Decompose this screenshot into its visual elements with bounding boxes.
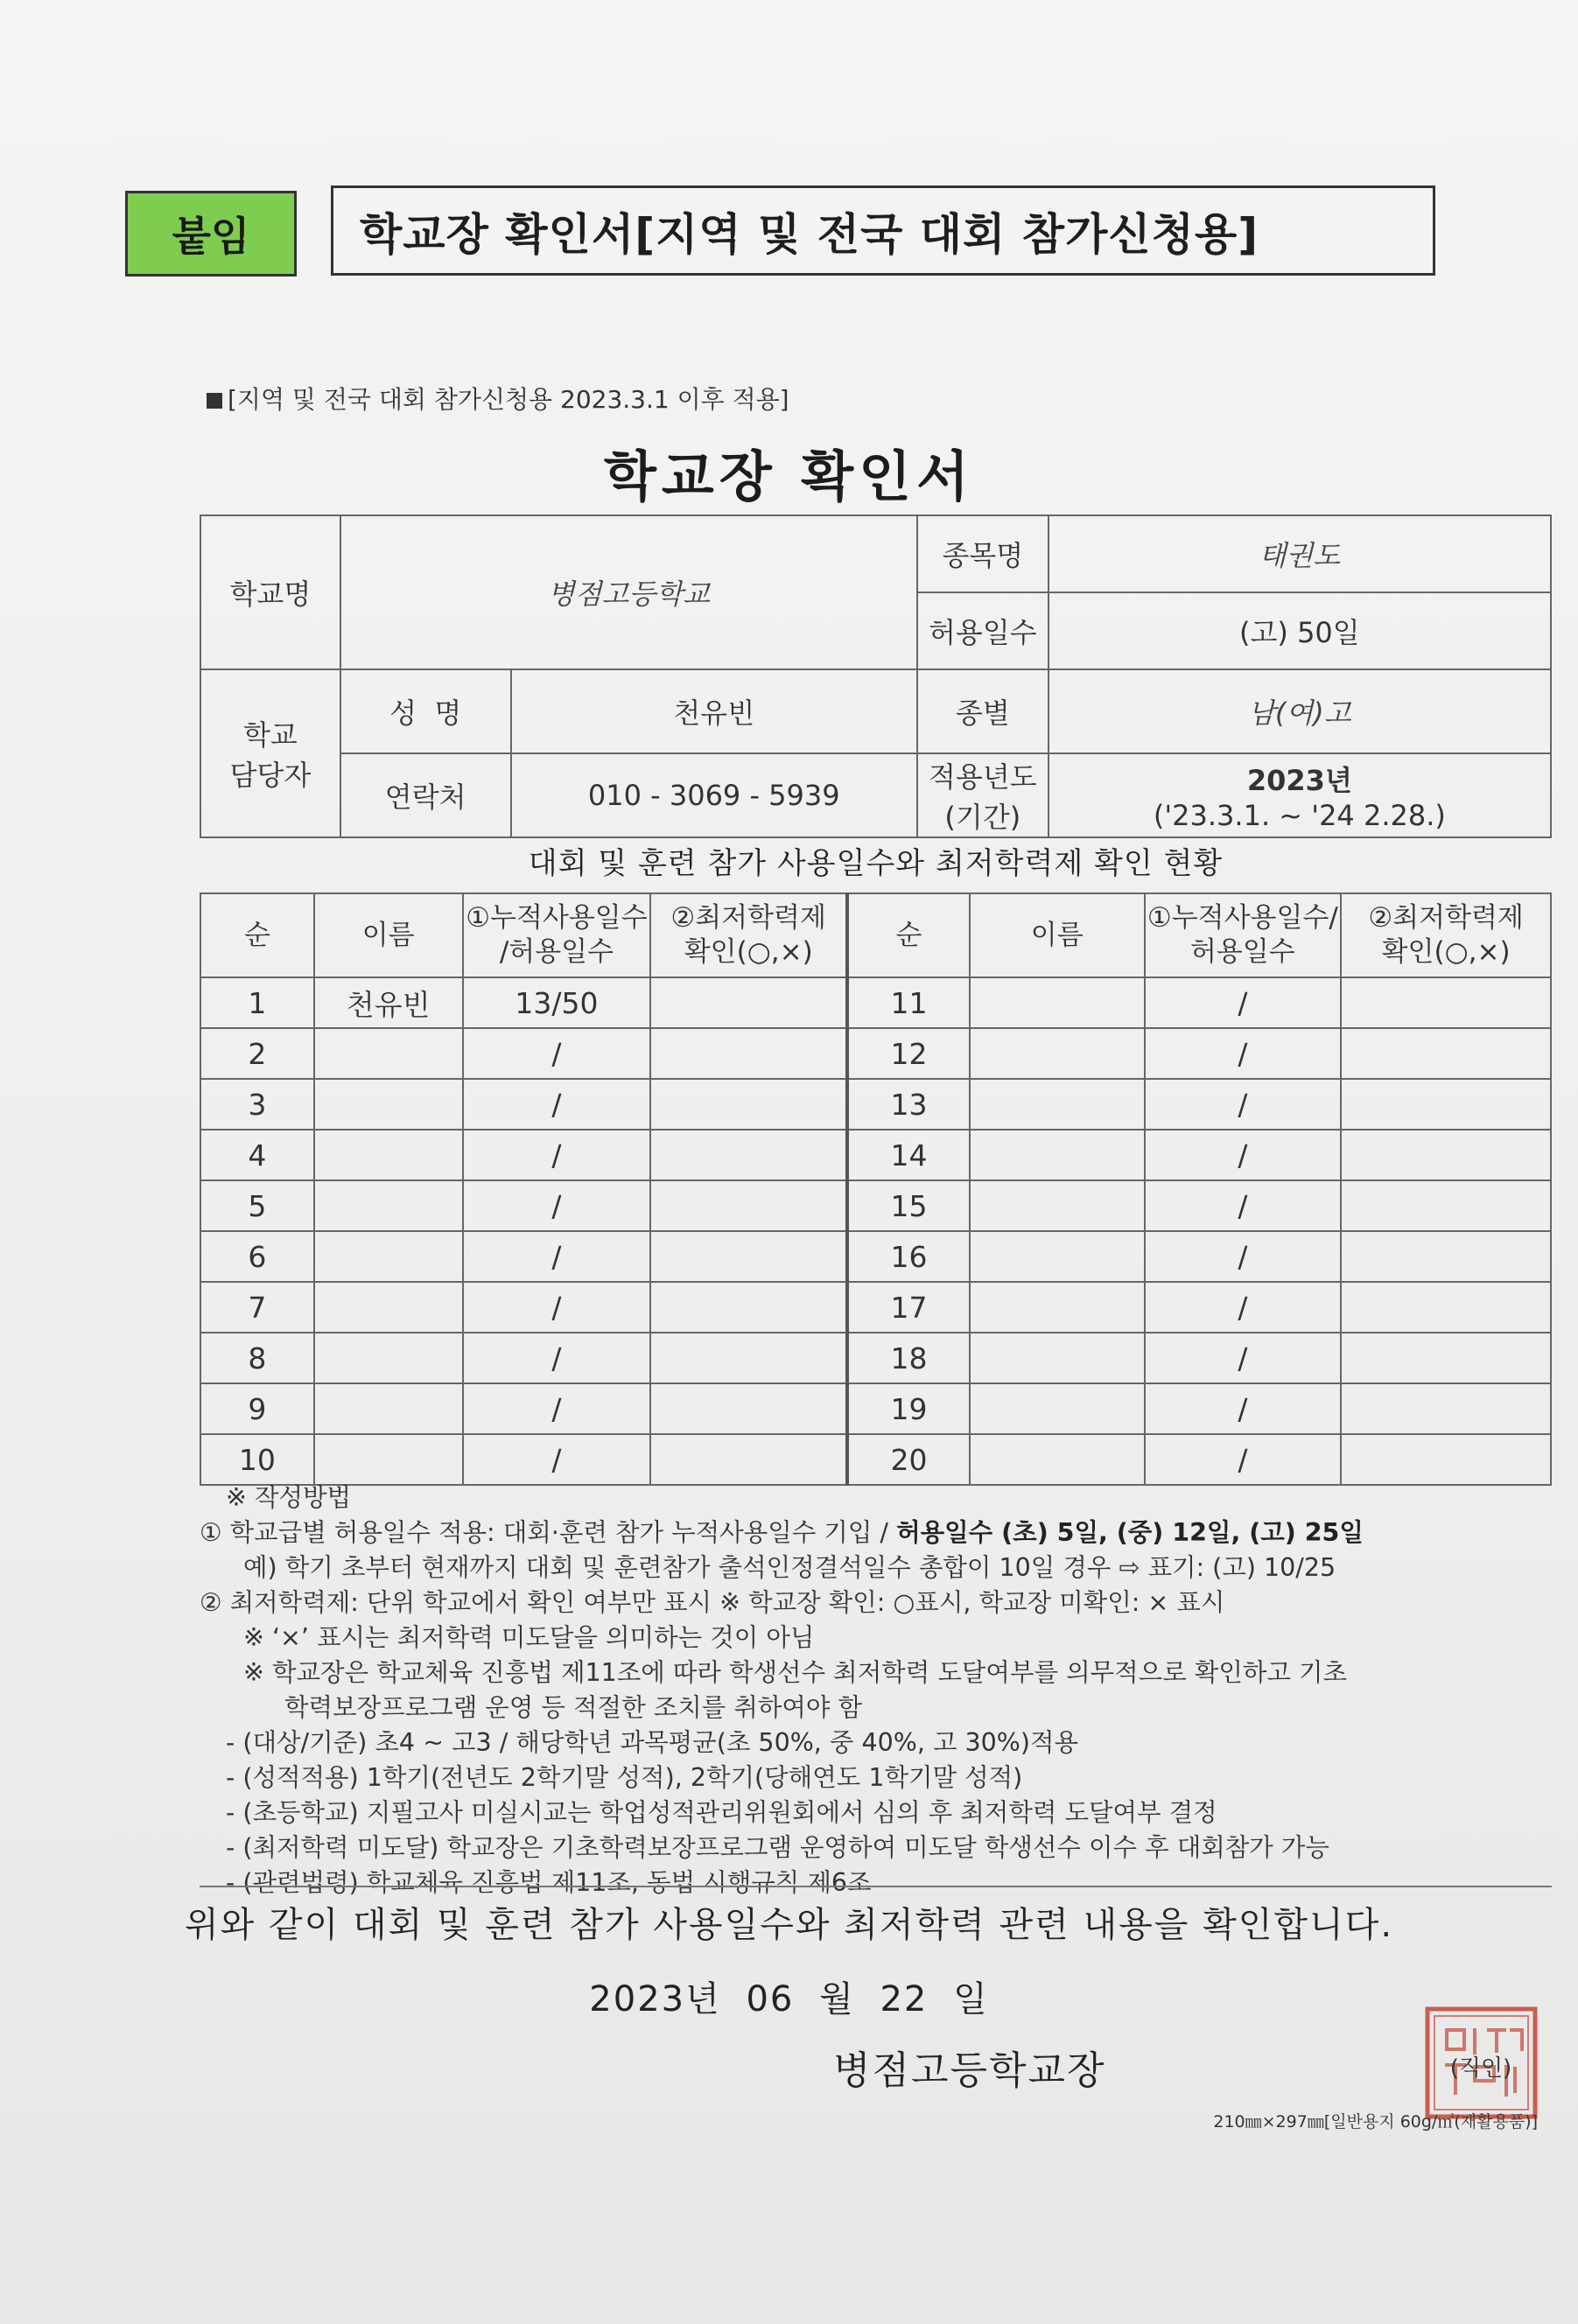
row-min-right	[1341, 1282, 1551, 1333]
header-days-left-line1: ①누적사용일수	[466, 902, 648, 934]
school-info-table	[200, 514, 1552, 838]
official-seal-icon	[1422, 2004, 1540, 2122]
row-name-left	[314, 1282, 463, 1333]
year-label-line1: 적용년도	[929, 760, 1037, 794]
header-min-left-line2: 확인(○,×)	[684, 936, 813, 968]
row-name-left	[314, 1130, 463, 1180]
paper-spec-note: 210㎜×297㎜[일반용지 60g/㎡(재활용품)]	[1213, 2112, 1538, 2132]
table-row	[200, 1028, 1551, 1079]
table-row	[200, 1383, 1551, 1434]
note-2: ② 최저학력제: 단위 학교에서 확인 여부만 표시 ※ 학교장 확인: ○표시, 학교장 미확인: × 표시	[200, 1588, 1225, 1617]
row-min-right	[1341, 1333, 1551, 1383]
row-no-left: 10	[200, 1434, 314, 1485]
row-name-right	[970, 1282, 1145, 1333]
row-min-left	[650, 1079, 847, 1130]
row-no-right: 19	[847, 1383, 970, 1434]
school-name-label: 학교명	[200, 515, 340, 669]
divider-line	[200, 1886, 1552, 1887]
row-days-left: /	[463, 1079, 651, 1130]
row-days-right: /	[1145, 1180, 1342, 1231]
row-no-right: 18	[847, 1333, 970, 1383]
note-2-sub2: ※ 학교장은 학교체육 진흥법 제11조에 따라 학생선수 최저학력 도달여부를 의무적으로 확인하고 기초	[243, 1658, 1348, 1687]
date-day: 22	[880, 1979, 929, 2020]
row-days-left: /	[463, 1282, 651, 1333]
row-min-left	[650, 977, 847, 1028]
header-days-left	[463, 893, 651, 977]
detail-3: - (초등학교) 지필고사 미실시교는 학업성적관리위원회에서 심의 후 최저학력 도달여부 결정	[226, 1798, 1217, 1827]
attachment-badge: 붙임	[125, 191, 297, 276]
header-title: 학교장 확인서[지역 및 전국 대회 참가신청용]	[331, 186, 1435, 276]
row-name-right	[970, 1434, 1145, 1485]
year-value: 2023년	[1246, 764, 1352, 797]
manager-name-label: 성 명	[340, 669, 511, 753]
row-days-left: /	[463, 1180, 651, 1231]
header-min-right-line2: 확인(○,×)	[1381, 936, 1511, 968]
date-day-unit: 일	[953, 1979, 989, 2020]
row-name-left	[314, 1333, 463, 1383]
note-2-sub1: ※ ‘×’ 표시는 최저학력 미도달을 의미하는 것이 아님	[243, 1623, 815, 1652]
row-name-left	[314, 1434, 463, 1485]
row-days-left: /	[463, 1130, 651, 1180]
row-name-right	[970, 1130, 1145, 1180]
row-name-left	[314, 1079, 463, 1130]
section-heading: 대회 및 훈련 참가 사용일수와 최저학력제 확인 현황	[528, 845, 1224, 881]
header-name-left: 이름	[314, 893, 463, 977]
row-no-left: 2	[200, 1028, 314, 1079]
row-days-left: 13/50	[463, 977, 651, 1028]
row-no-right: 12	[847, 1028, 970, 1079]
row-days-right: /	[1145, 1028, 1342, 1079]
row-name-right	[970, 1383, 1145, 1434]
table-row	[200, 1130, 1551, 1180]
detail-1: - (대상/기준) 초4 ~ 고3 / 해당학년 과목평균(초 50%, 중 40%, 고 30%)적용	[226, 1728, 1079, 1757]
square-bullet-icon	[207, 393, 222, 409]
header-days-right	[1145, 893, 1342, 977]
date-month-unit: 월	[819, 1979, 855, 2020]
row-name-left: 천유빈	[314, 977, 463, 1028]
row-min-left	[650, 1231, 847, 1282]
row-no-right: 14	[847, 1130, 970, 1180]
row-no-left: 7	[200, 1282, 314, 1333]
row-no-left: 3	[200, 1079, 314, 1130]
row-min-right	[1341, 1180, 1551, 1231]
note-2-sub2-cont: 학력보장프로그램 운영 등 적절한 조치를 취하여야 함	[284, 1693, 863, 1722]
row-days-right: /	[1145, 1333, 1342, 1383]
row-min-left	[650, 1028, 847, 1079]
form-subnote	[207, 381, 789, 416]
header-days-right-line2: 허용일수	[1189, 936, 1295, 968]
row-days-right: /	[1145, 1383, 1342, 1434]
year-value-cell	[1048, 753, 1551, 837]
row-days-left: /	[463, 1434, 651, 1485]
year-label-line2: (기간)	[944, 801, 1021, 834]
header-name-right: 이름	[970, 893, 1145, 977]
row-min-right	[1341, 977, 1551, 1028]
header-days-right-line1: ①누적사용일수/	[1147, 902, 1338, 934]
issue-date	[0, 1971, 1578, 2021]
row-name-right	[970, 1079, 1145, 1130]
year-label	[917, 753, 1048, 837]
row-min-left	[650, 1383, 847, 1434]
row-days-right: /	[1145, 1282, 1342, 1333]
subnote-text: [지역 및 전국 대회 참가신청용 2023.3.1 이후 적용]	[228, 385, 789, 414]
manager-label-line1: 학교	[242, 718, 298, 752]
header-no-right: 순	[847, 893, 970, 977]
allowed-days-value: (고) 50일	[1048, 592, 1551, 669]
row-name-right	[970, 1231, 1145, 1282]
detail-5: - (관련법령) 학교체육 진흥법 제11조, 동법 시행규칙 제6조	[226, 1868, 872, 1897]
row-min-right	[1341, 1231, 1551, 1282]
table-row	[200, 1231, 1551, 1282]
manager-label-line2: 담당자	[229, 759, 312, 792]
document-title: 학교장 확인서	[604, 444, 974, 508]
contact-value: 010 - 3069 - 5939	[511, 753, 917, 837]
header-no-left: 순	[200, 893, 314, 977]
row-no-right: 15	[847, 1180, 970, 1231]
row-name-right	[970, 1180, 1145, 1231]
manager-name-value: 천유빈	[511, 669, 917, 753]
date-month: 06	[746, 1979, 795, 2020]
gender-label: 종별	[917, 669, 1048, 753]
header-min-left	[650, 893, 847, 977]
row-no-right: 20	[847, 1434, 970, 1485]
row-min-left	[650, 1180, 847, 1231]
row-no-left: 5	[200, 1180, 314, 1231]
row-name-left	[314, 1180, 463, 1231]
confirmation-statement: 위와 같이 대회 및 훈련 참가 사용일수와 최저학력 관련 내용을 확인합니다.	[184, 1905, 1394, 1945]
manager-label	[200, 669, 340, 837]
note-1-example: 예) 학기 초부터 현재까지 대회 및 훈련참가 출석인정결석일수 총합이 10일 경우 ⇨ 표기: (고) 10/25	[243, 1553, 1336, 1582]
row-min-right	[1341, 1130, 1551, 1180]
table-row	[200, 1282, 1551, 1333]
note-1-bold: 허용일수 (초) 5일, (중) 12일, (고) 25일	[896, 1518, 1364, 1547]
row-no-right: 13	[847, 1079, 970, 1130]
header-days-left-line2: /허용일수	[499, 936, 614, 968]
notes-heading: ※ 작성방법	[226, 1483, 352, 1512]
note-1-text: ① 학교급별 허용일수 적용: 대회·훈련 참가 누적사용일수 기입 /	[200, 1518, 897, 1547]
row-no-left: 4	[200, 1130, 314, 1180]
note-1	[200, 1516, 1565, 1550]
row-min-left	[650, 1282, 847, 1333]
row-min-left	[650, 1333, 847, 1383]
roster-table	[200, 892, 1552, 1486]
row-min-right	[1341, 1079, 1551, 1130]
table-row	[200, 1434, 1551, 1485]
row-days-right: /	[1145, 1079, 1342, 1130]
row-no-left: 6	[200, 1231, 314, 1282]
row-no-right: 16	[847, 1231, 970, 1282]
row-days-right: /	[1145, 1434, 1342, 1485]
row-no-left: 8	[200, 1333, 314, 1383]
table-row	[200, 977, 1551, 1028]
row-days-left: /	[463, 1383, 651, 1434]
row-no-left: 9	[200, 1383, 314, 1434]
row-days-right: /	[1145, 1130, 1342, 1180]
header-min-right	[1341, 893, 1551, 977]
period-value: ('23.3.1. ~ '24 2.28.)	[1153, 799, 1446, 832]
row-min-left	[650, 1434, 847, 1485]
instructions	[200, 1480, 1565, 1900]
row-min-right	[1341, 1434, 1551, 1485]
row-name-right	[970, 1333, 1145, 1383]
allowed-days-label: 허용일수	[917, 592, 1048, 669]
row-days-left: /	[463, 1028, 651, 1079]
row-name-left	[314, 1028, 463, 1079]
row-no-right: 17	[847, 1282, 970, 1333]
table-row	[200, 1333, 1551, 1383]
row-name-right	[970, 1028, 1145, 1079]
header-min-left-line1: ②최저학력제	[670, 902, 826, 934]
row-min-left	[650, 1130, 847, 1180]
detail-4: - (최저학력 미도달) 학교장은 기초학력보장프로그램 운영하여 미도달 학생선수 이수 후 대회참가 가능	[226, 1833, 1329, 1862]
detail-2: - (성적적용) 1학기(전년도 2학기말 성적), 2학기(당해연도 1학기말 성적)	[226, 1763, 1023, 1792]
row-name-right	[970, 977, 1145, 1028]
table-row	[200, 1079, 1551, 1130]
row-no-left: 1	[200, 977, 314, 1028]
principal-name: 병점고등학교장	[833, 2048, 1106, 2093]
contact-label: 연락처	[340, 753, 511, 837]
row-name-left	[314, 1383, 463, 1434]
sport-label: 종목명	[917, 515, 1048, 592]
table-row	[200, 1180, 1551, 1231]
row-min-right	[1341, 1383, 1551, 1434]
sport-value: 태권도	[1048, 515, 1551, 592]
row-min-right	[1341, 1028, 1551, 1079]
row-days-right: /	[1145, 1231, 1342, 1282]
row-name-left	[314, 1231, 463, 1282]
row-days-left: /	[463, 1231, 651, 1282]
row-days-left: /	[463, 1333, 651, 1383]
date-year: 2023년	[589, 1979, 721, 2020]
row-no-right: 11	[847, 977, 970, 1028]
row-days-right: /	[1145, 977, 1342, 1028]
gender-value: 남(여)고	[1048, 669, 1551, 753]
school-name-value: 병점고등학교	[340, 515, 917, 669]
seal-text: (직인)	[1449, 2055, 1512, 2082]
header-min-right-line1: ②최저학력제	[1368, 902, 1524, 934]
